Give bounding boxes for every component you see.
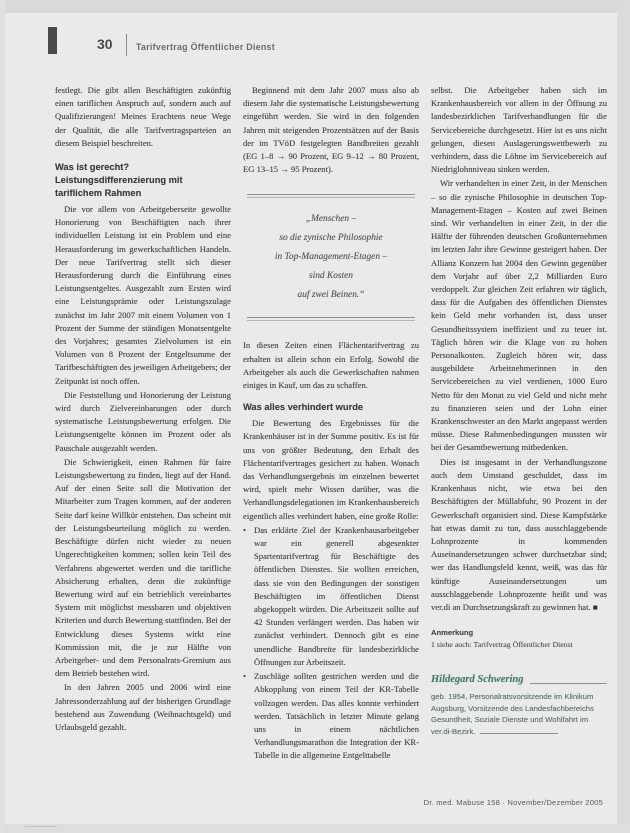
quote-line: „Menschen – [305, 214, 357, 225]
section-heading: Was ist gerecht? Leistungsdifferenzierung mit tariflichem Rahmen [55, 162, 183, 199]
paragraph: Wir verhandelten in einer Zeit, in der Menschen – so die zynische Philosophie in deutschen Top-Management-Etagen – Kosten auf zwei Beinen sind. Wir verhandelten in einer Zeit, in der die Hälfte der führenden deutschen Großunternehmen im letzten Jahr ihre Gewinne gesteigert haben. Der Allianz Konzern hat 2004 den Gewinn gegenüber dem Vorjahr auf über 2,2 Milliarden Euro verdoppelt. Zur gleichen Zeit erfahren wir täglich, dass für die Aufgaben des öffentlichen Dienstes kein Geld mehr vorhanden ist, dass unser Gesundheitssystem ineffizient und zu teuer ist. Täglich hören wir die Klage von zu hohen Personalkosten. Zugleich hören wir, dass ausgebildete Arbeitnehmerinnen in den Servicebereichen zu viel verdienen, 1000 Euro Netto für den Monat zu viel Geld und nicht mehr zu finanzieren seien und der Lohn einer Krankenschwester an den Markt angepasst werden müsse. Diese Rahmenbedingungen mussten wir bei der Gesamtbewertung mitbedenken. [431, 178, 607, 453]
paragraph [431, 456, 607, 614]
scan-edge-left [0, 0, 5, 833]
author-name-rule [530, 683, 607, 684]
note-heading: Anmerkung [431, 628, 474, 638]
author-bio [431, 673, 607, 737]
paragraph: festlegt. Die gibt allen Beschäftigten zukünftig einen tariflichen Anspruch auf, sondern auch auf Qualifizierungen! Meines Erachtens neue Wege der Qualität, die alle Tarifvertragsparteien an diesem Beispiel beschreiten. [55, 85, 231, 148]
paragraph: Die vor allem von Arbeitgeberseite gewollte Honorierung von Beschäftigten nach ihrer individuellen Leistung ist ein Problem und eine Herausforderung im gewerkschaftlichen Handeln. Der neue Tarifvertrag stellt sich dieser Herausforderung durch die Einführung eines Leistungsentgeltes. Ausgezahlt zum Ersten wird eine Leistungsprämie oder Leistungszulage zunächst im Jahr 2007 mit einem Volumen von 1 Prozent der Summe der ständigen Monatsentgelte des Vorjahres; gesamtes Zielvolumen ist ein Volumen von 8 Prozent der Entgeltsumme der Tarifbeschäftigten des jeweiligen Arbeitgebers; der Zeitpunkt ist noch offen. [55, 204, 231, 386]
article-body [55, 84, 607, 796]
paragraph: In den Jahren 2005 und 2006 wird eine Jahressonderzahlung auf der bisherigen Grundlage bestehend aus Zuwendung (Weihnachtsgeld) und Urlaubsgeld gezahlt. [55, 682, 231, 732]
header-divider [126, 34, 127, 56]
scan-edge-bottom [0, 824, 630, 833]
quote-rule-bottom [247, 317, 415, 318]
author-bio-rule [480, 733, 558, 734]
scan-artifact-line [25, 826, 57, 827]
quote-line: so die zynische Philosophie [279, 233, 383, 244]
page-number: 30 [97, 36, 113, 52]
quote-line: auf zwei Beinen.“ [297, 290, 365, 301]
quote-rule-top [247, 194, 415, 195]
bullet-icon: • [243, 524, 247, 535]
quote-rule-bottom-thin [247, 320, 415, 321]
registration-mark [48, 27, 57, 54]
section-heading: Was alles verhindert wurde [243, 402, 364, 413]
pull-quote-text [245, 198, 417, 317]
article-end-mark: ■ [592, 602, 600, 612]
pull-quote [245, 185, 417, 331]
bullet-item [243, 670, 419, 762]
running-header: Tarifvertrag Öffentlicher Dienst [136, 42, 275, 52]
quote-line: in Top-Management-Etagen – [274, 252, 388, 263]
page-footer: Dr. med. Mabuse 158 · November/Dezember 2005 [423, 798, 603, 807]
author-name-row [431, 673, 607, 686]
column-2 [243, 84, 419, 796]
paragraph: Beginnend mit dem Jahr 2007 muss also ab diesem Jahr die systematische Leistungsbewertung eingeführt werden. Sie wird in den folgenden Jahren mit steigenden Prozentsätzen auf der Basis der im TVöD festgelegten Bandbreiten gezahlt (EG 1–8 → 90 Prozent, EG 9–12 → 80 Prozent, EG 13–15 → 95 Prozent). [243, 85, 419, 175]
bullet-item [243, 524, 419, 669]
author-bio-text-content: geb. 1954, Personalratsvorsitzende im Klinikum Augsburg, Vorsitzende des Landesfachbereichs Gesundheit, Soziale Dienste und Wohlfahrt im ver.di-Bezirk. [431, 692, 594, 736]
bullet-text: Zuschläge sollten gestrichen werden und die Abkopplung von einem Teil der KR-Tabelle vollzogen werden. Das alles konnte verhindert werden. Tatsächlich in letzter Minute gelang uns in einem nächtlichen Verhandlungsmarathon die Integration der KR-Tabelle in die allgemeine Entgelttabelle [254, 671, 419, 761]
bullet-text: Das erklärte Ziel der Krankenhausarbeitgeber war ein generell abgesenkter Spartentarifvertrag für Beschäftigte des öffentlichen Dienstes. Sie wollten erreichen, dass sie von den Bedingungen der sonstigen Beschäftigten im öffentlichen Dienst abgekoppelt würden. Die Arbeitszeit sollte auf 42 Stunden verlängert werden. Das haben wir zunächst verhindert. Dennoch gibt es eine unendliche Bandbreite für landesbezirkliche Öffnungen zur Arbeitszeit. [254, 524, 419, 667]
paragraph: selbst. Die Arbeitgeber haben sich im Krankenhausbereich vor allem in der Öffnung zu landesbezirklichen Tarifverhandlungen für die Servicebereiche durchgesetzt. Hier ist es uns nicht gelungen, diesen Auslagerungswettbewerb zu verhindern, dass die Löhne im Servicebereich auf Niedriglohnniveau sinken werden. [431, 85, 607, 175]
footnote: 1 siehe auch: Tarifvertrag Öffentlicher Dienst [431, 640, 573, 650]
scan-edge-top [0, 0, 630, 13]
paragraph: In diesen Zeiten einen Flächentarifvertrag zu erhalten ist allein schon ein Erfolg. Sowohl die Arbeitgeber als auch die Gewerkschaften nahmen einiges in Kauf, um das zu schaffen. [243, 340, 419, 391]
bullet-icon: • [243, 671, 247, 682]
paragraph: Die Bewertung des Ergebnisses für die Krankenhäuser ist in der Summe positiv. Es ist für uns von größter Bedeutung, den Erhalt des Flächentarifvertrages gesichert zu haben. Wonach das Verhandlungsergebnis im einzelnen bewertet wird, spielt mehr Wissen darüber, was die Verhandlungsdelegationen im Krankenhausbereich eigentlich alles verhindert haben, eine große Rolle: [243, 418, 419, 521]
author-bio-text [431, 691, 607, 737]
column-3 [431, 84, 607, 796]
paragraph-text: Dies ist insgesamt in der Verhandlungszone auch dem Umstand geschuldet, dass im Krankenhaus nicht, wie etwa bei den Beschäftigten der Müllabfuhr, 90 Prozent in der Gewerkschaft organisiert sind. Diese Kampfstärke hat etwas damit zu tun, dass ausschlaggebende Lohnprozente in kommenden Auseinandersetzungen schwer durchsetzbar sind; wer das Handlungsfeld kennt, weiß, was das für künftige Auseinandersetzungen um ausschlaggebende Lohnprozente heißt und was ver.di an Durchsetzungskraft zu gewinnen hat. [431, 456, 607, 612]
quote-line: sind Kosten [308, 271, 353, 282]
paragraph: Die Feststellung und Honorierung der Leistung wird durch Zielvereinbarungen oder durch systematische Leistungsbewertung erfolgen. Die Leistungsentgelte können im Prozent oder als Pauschale ausgezahlt werden. [55, 389, 231, 453]
author-name: Hildegard Schwering [431, 673, 524, 685]
paragraph: Die Schwierigkeit, einen Rahmen für faire Leistungsbewertung zu finden, liegt auf der Hand. Auf der einen Seite soll die Motivation der Mitarbeiter zum Tragen kommen, auf der anderen Seite darf keine Willkür entstehen. Das scheint mit der Leistungsbeurteilung möglich zu werden. Beschäftigte dürfen nicht wieder zu neuen Ungerechtigkeiten kommen; sollen kein Teil des Verfahrens abgewertet werden und die tarifliche Absicherung erhalten, denn die zukünftige Bewertung wird auf ein betrieblich vereinbartes System mit möglichst messbaren und objektiven Kriterien und durch Bewertung stattfinden. Bei der Entwicklung dieses Systems wirkt eine Kommission mit, die je zur Hälfte von Arbeitgeber- und dem Personalrats-Gremium aus dem Betrieb bestehen wird. [55, 456, 231, 679]
scan-edge-right [617, 0, 630, 833]
column-1 [55, 84, 231, 796]
